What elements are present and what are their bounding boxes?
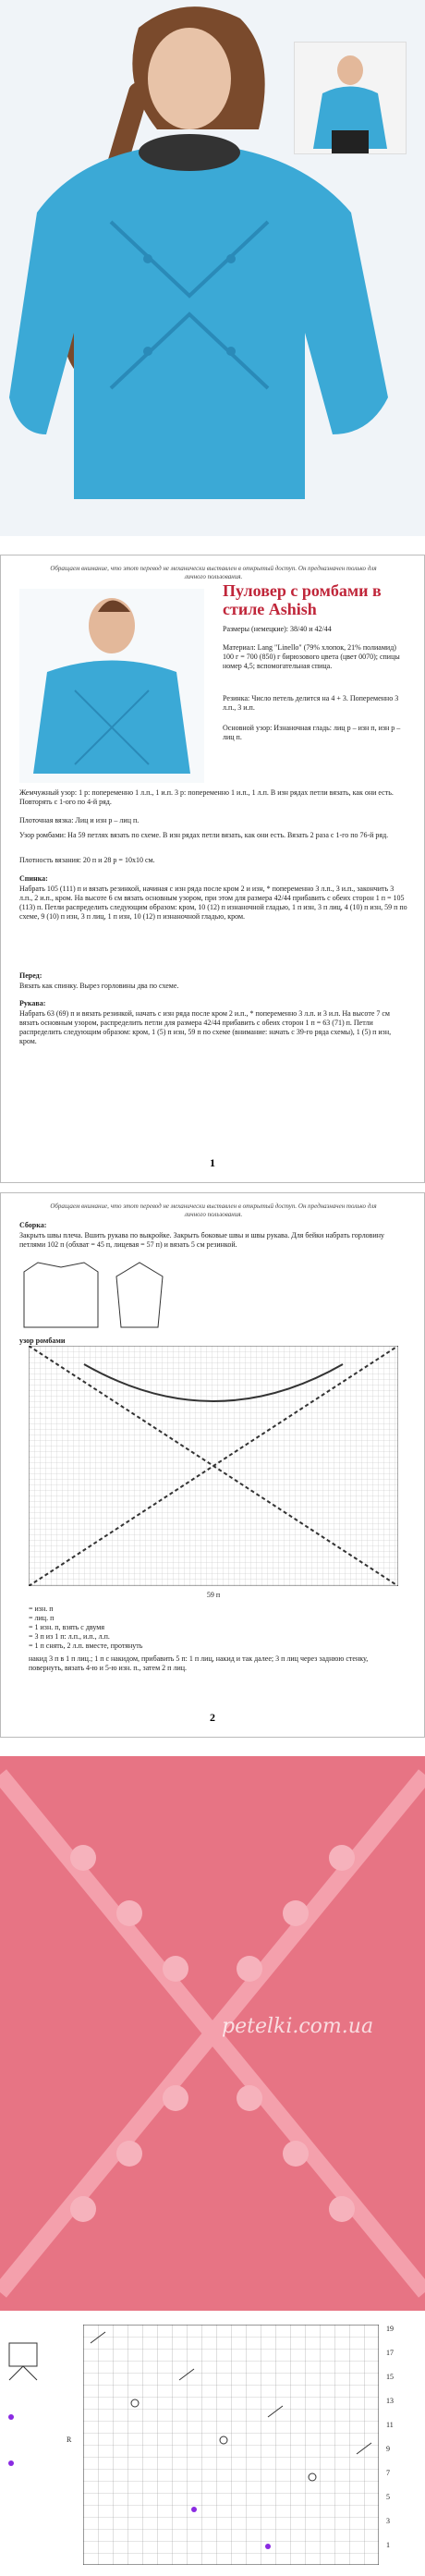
disclaimer: Обращаем внимание, что этот перевод не механически выставлен в открытый доступ. Он предназначен только для личного пользования. — [50, 565, 377, 580]
stitch-chart — [0, 2325, 425, 2576]
row-number: 5 — [386, 2493, 390, 2501]
sleeves-text: Набрать 63 (69) п и вязать резинкой, начать с изн ряда после кром 2 и.п., * попеременно 3 л.п. и 3 и.п. На высоте 7 см вязать основным узором, распределить петли для размера 42/44 прибавить с обеих сторон 1 п = 63 (71) п. Петли распределить следующим образом: кром, 1 (5) п изн, 59 п по схеме (внимание: начать с 39-го ряда схемы), 1 (5) п изн, кром. — [19, 1009, 392, 1045]
front-heading: Перед: — [19, 971, 42, 980]
assembly-heading: Сборка: — [19, 1221, 47, 1229]
chart-label: узор ромбами — [19, 1337, 66, 1345]
row-number: 11 — [386, 2421, 394, 2429]
page-number: 1 — [210, 1156, 215, 1169]
document-page-1 — [0, 555, 425, 1183]
document-page-2 — [0, 1192, 425, 1738]
sweater-photo-small — [19, 589, 204, 783]
legend-item: = 3 п из 1 п: л.п., и.п., л.п. — [29, 1632, 110, 1641]
row-number: 17 — [386, 2349, 394, 2357]
thumbnail-photo — [294, 42, 407, 154]
stitch-grid — [83, 2325, 379, 2565]
assembly-text: Закрыть швы плеча. Вшить рукава по выкройке. Закрыть боковые швы и швы рукава. Для бейки набрать горловину петлями 102 п (обхват = 45 п, лицевая = 57 п) и вязать 5 см резинкой. — [19, 1231, 385, 1249]
pearl-pattern: Жемчужный узор: 1 р: попеременно 1 л.п., 1 и.п. 3 р: попеременно 1 и.п., 1 л.п. В изн рядах петли вязать, как они есть. Повторять с 1-ого по 4-й ряд. — [19, 788, 394, 806]
row-number: 3 — [386, 2517, 390, 2525]
material: Материал: Lang "Linello" (79% хлопок, 21% полиамид) 100 г = 700 (850) г бирюзового цвета (цвет 0070); спицы номер 4,5; вспомогательная спица. — [223, 643, 400, 670]
sizes: Размеры (немецкие): 38/40 и 42/44 — [223, 625, 332, 633]
legend-item: = лиц. п — [29, 1614, 55, 1622]
rib: Резинка: Число петель делится на 4 + 3. Попеременно 3 л.п., 3 и.п. — [223, 694, 399, 712]
row-number: 1 — [386, 2541, 390, 2549]
row-number: 7 — [386, 2469, 390, 2477]
front-text: Вязать как спинку. Вырез горловины два по схеме. — [19, 982, 179, 990]
watermark: petelki.com.ua — [222, 2015, 374, 2038]
page-title: Пуловер с ромбами в стиле Ashish — [223, 581, 382, 618]
gauge: Плотность вязания: 20 п и 28 р = 10х10 см. — [19, 856, 155, 864]
row-number: 9 — [386, 2445, 390, 2453]
row-number: 15 — [386, 2373, 394, 2381]
chart-width: 59 п — [206, 1591, 221, 1599]
row-numbers — [386, 2325, 423, 2565]
pattern-schematic — [19, 1258, 204, 1332]
row-number: 13 — [386, 2397, 394, 2405]
diamond-pattern: Узор ромбами: На 59 петлях вязать по схеме. В изн рядах петли вязать, как они есть. Вязать 2 раза с 1-го по 76-й ряд. — [19, 831, 389, 839]
sleeves-heading: Рукава: — [19, 999, 46, 1007]
main-pattern: Основной узор: Изнаночная гладь: лиц р – изн п, изн р – лиц п. — [223, 724, 401, 741]
product-photo — [0, 0, 425, 536]
back-heading: Спинка: — [19, 874, 48, 883]
back-text: Набрать 105 (111) п и вязать резинкой, начиная с изн ряда после кром 2 и изн, * попеременно 3 л.п., 3 и.п., закончить 3 л.п., 2 и.п., кром. На высоте 6 см вязать основным узором, при этом для размера 42/44 прибавить с обеих сторон 1 п = 105 (113) п. Петли распределить следующим образом: кром, 10 (12) п изнаночной гладью, 1 п изн, 3 п лиц, 4 (10) п изн, 59 п по схеме, 9 (10) п изн, 3 п лиц, 1 п изн, 10 (12) п изнаночной гладью, кром. — [19, 885, 407, 921]
legend — [29, 1605, 398, 1673]
knit-swatch-photo — [0, 1756, 425, 2311]
legend-item: = изн. п — [29, 1605, 54, 1613]
diamond-chart-grid — [29, 1346, 398, 1586]
flat-pattern: Плоточная вязка: Лиц и изн р – лиц п. — [19, 816, 140, 824]
legend-letter: R — [67, 2436, 72, 2444]
row-number: 19 — [386, 2325, 394, 2333]
disclaimer: Обращаем внимание, что этот перевод не механически выставлен в открытый доступ. Он предназначен только для личного пользования. — [50, 1203, 377, 1218]
stitch-symbol-key — [0, 2325, 83, 2509]
legend-item: = 1 п снять, 2 л.п. вместе, протянуть — [29, 1642, 143, 1650]
page-number: 2 — [210, 1711, 215, 1724]
legend-item: = 1 изн. п, взять с двумя — [29, 1623, 105, 1631]
legend-note: накид 3 п в 1 п лиц.; 1 п с накидом, прибавить 5 п: 1 п лиц, накид и так далее; 3 п лиц через заднюю стенку, повернуть, вязать 4-ю и 5-ю изн. п., затем 2 п лиц. — [29, 1654, 369, 1672]
